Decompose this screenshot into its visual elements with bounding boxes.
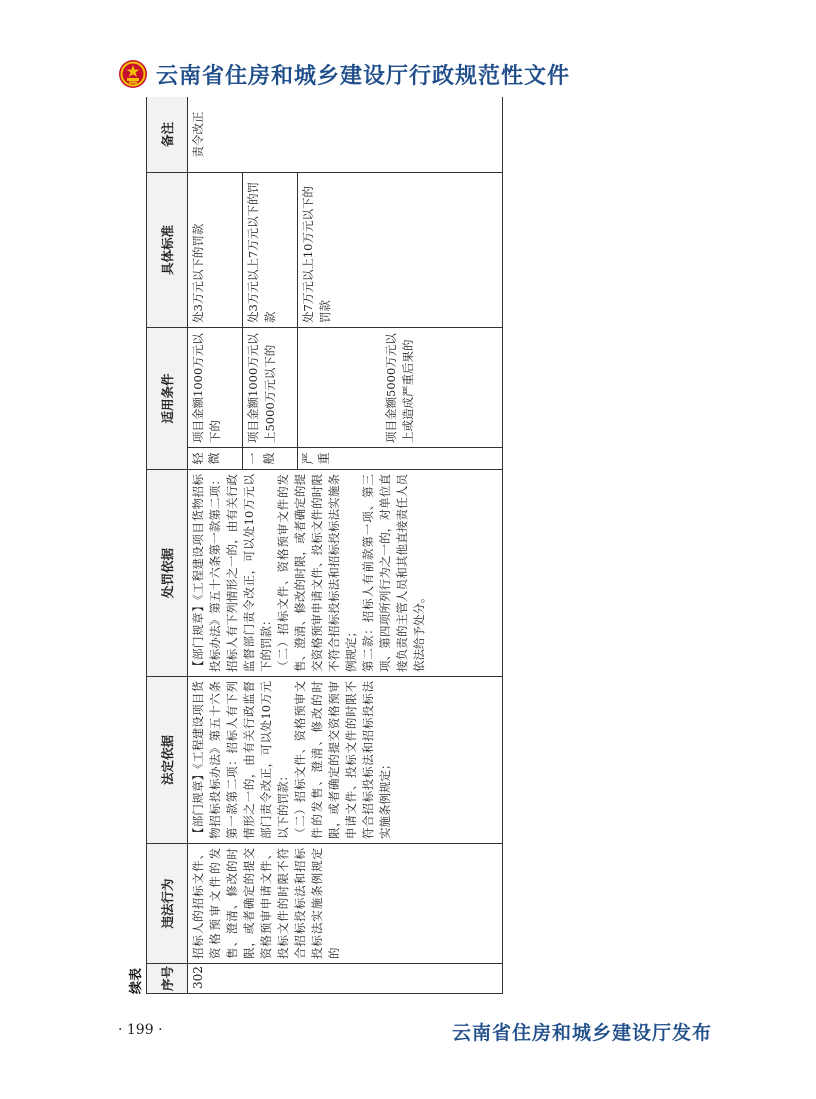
page-header [118,56,570,92]
row-remark: 责令改正 [188,97,503,172]
degree-minor: 轻微 [188,448,243,470]
footer-publisher: 云南省住房和城乡建设厅发布 [451,1022,712,1044]
act-text: 招标人的招标文件、资格预审文件的发售、澄清、修改的时限，或者确定的提交资格预审申请文件、投标文件的时限不符合招标投标法和招标投标法实施条例规定的 [191,848,341,959]
penalty-basis-p3: 第二款：招标人有前款第一项、第三项、第四项所列行为之一的，对单位直接负责的主管人员和其他直接责任人员依法给予处分。 [361,474,426,672]
standard-general: 处3万元以上7万元以下的罚款 [243,172,298,327]
row-act [188,844,503,964]
standard-serious: 处7万元以上10万元以下的罚款 [298,172,503,327]
penalty-basis-p2: （二）招标文件、资格预审文件的发售、澄清、修改的时限，或者确定的提交资格预审申请文件、投标文件的时限不符合招标投标法和招标投标法实施条例规定； [276,474,358,672]
row-legal [188,677,503,844]
table-header-row [147,97,188,994]
header-seq: 序号 [147,964,188,994]
national-emblem-icon [118,59,148,89]
header-remark: 备注 [147,97,188,172]
header-legal: 法定依据 [147,677,188,844]
rotated-table-area [128,97,503,994]
header-penalty: 处罚依据 [147,470,188,677]
legal-basis-p1: 【部门规章】《工程建设项目货物招标投标办法》第五十六条第一款第二项：招标人有下列情形之一的，由有关行政监督部门责令改正，可以处10万元以下的罚款： [191,681,290,839]
header-standard: 具体标准 [147,172,188,327]
row-penalty [188,470,503,677]
legal-basis-p2: （二）招标文件、资格预审文件的发售、澄清、修改的时限，或者确定的提交资格预审申请文件、投标文件的时限不符合招标投标法和招标投标法实施条例规定； [293,681,392,839]
condition-general: 项目金额1000万元以上5000万元以下的 [243,327,298,447]
condition-serious: 项目金额5000万元以上或造成严重后果的 [298,327,503,447]
penalty-basis-p1: 【部门规章】《工程建设项目货物招标投标办法》第五十六条第一款第二项：招标人有下列情形之一的，由有关行政监督部门责令改正，可以处10万元以下的罚款： [191,474,273,672]
penalty-standards-table [146,97,503,994]
header-title: 云南省住房和城乡建设厅行政规范性文件 [156,63,571,89]
condition-minor: 项目金额1000万元以下的 [188,327,243,447]
header-act: 违法行为 [147,844,188,964]
row-seq: 302 [188,964,503,994]
page-number: · 199 · [118,1022,163,1038]
degree-serious: 严重 [298,448,503,470]
standard-minor: 处3万元以下的罚款 [188,172,243,327]
table-row [188,97,243,994]
degree-general: 一般 [243,448,298,470]
header-condition: 适用条件 [147,327,188,469]
table-caption: 续表 [129,967,144,994]
